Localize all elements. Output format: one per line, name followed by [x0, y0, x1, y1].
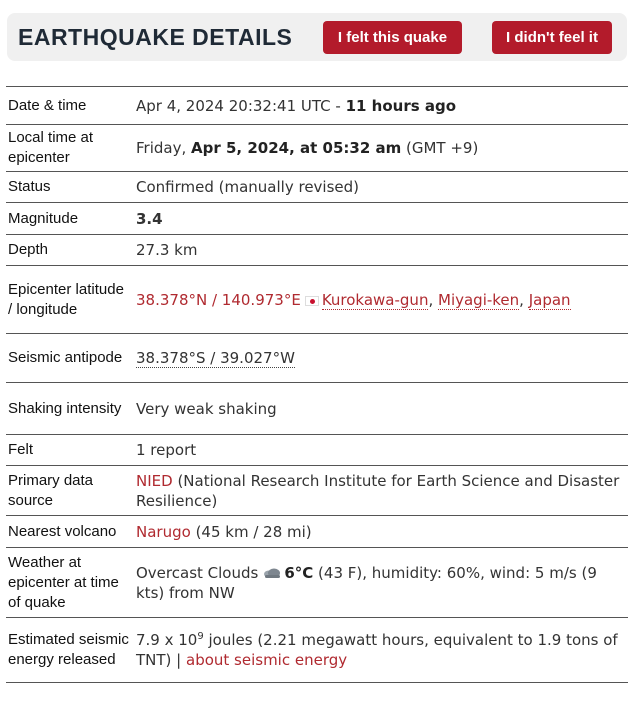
label-felt: Felt [6, 435, 136, 466]
volcano-dist: (45 km / 28 mi) [190, 522, 312, 541]
value-antipode [136, 334, 628, 383]
place-link-miyagi[interactable]: Miyagi-ken [438, 290, 520, 309]
row-status [6, 172, 628, 203]
details-header [7, 13, 627, 61]
value-magnitude: 3.4 [136, 203, 628, 235]
local-tz: (GMT +9) [401, 139, 479, 157]
weather-temp: 6°C [284, 563, 314, 582]
row-shaking [6, 383, 628, 435]
datetime-utc: Apr 4, 2024 20:32:41 UTC [136, 96, 331, 115]
label-datetime: Date & time [6, 87, 136, 125]
label-volcano: Nearest volcano [6, 516, 136, 548]
value-weather [136, 548, 628, 618]
antipode-coords[interactable]: 38.378°S / 39.027°W [136, 349, 295, 367]
weather-rest: (43 F), humidity: 60%, wind: 5 m/s (9 kts) from NW [136, 563, 597, 602]
epicenter-coords[interactable]: 38.378°N / 140.973°E [136, 290, 301, 309]
value-felt: 1 report [136, 435, 628, 466]
value-depth: 27.3 km [136, 235, 628, 266]
felt-quake-button[interactable]: I felt this quake [323, 21, 462, 54]
row-volcano [6, 516, 628, 548]
row-datetime [6, 87, 628, 125]
label-status: Status [6, 172, 136, 203]
value-shaking: Very weak shaking [136, 383, 628, 435]
japan-flag-icon [305, 296, 319, 306]
row-local-time [6, 125, 628, 172]
local-day: Friday, [136, 139, 191, 157]
row-energy [6, 618, 628, 683]
datetime-sep: - [330, 96, 346, 115]
cloud-icon [262, 567, 282, 579]
value-datetime [136, 87, 628, 125]
weather-cond: Overcast Clouds [136, 563, 259, 582]
row-source [6, 466, 628, 516]
source-desc: (National Research Institute for Earth Science and Disaster Resilience) [136, 471, 620, 510]
row-felt [6, 435, 628, 466]
row-depth [6, 235, 628, 266]
volcano-link[interactable]: Narugo [136, 522, 191, 541]
label-weather: Weather at epicenter at time of quake [6, 548, 136, 618]
value-epicenter [136, 266, 628, 334]
not-felt-button[interactable]: I didn't feel it [492, 21, 612, 54]
value-source [136, 466, 628, 516]
place-link-kurokawa[interactable]: Kurokawa-gun [321, 290, 429, 309]
datetime-ago: 11 hours ago [345, 96, 457, 115]
value-status: Confirmed (manually revised) [136, 172, 628, 203]
local-date: Apr 5, 2024, at 05:32 am [191, 139, 402, 157]
energy-base: 7.9 x 10 [136, 631, 198, 649]
energy-rest: joules (2.21 megawatt hours, equivalent to 1.9 tons of TNT) | [136, 631, 618, 669]
row-epicenter [6, 266, 628, 334]
label-magnitude: Magnitude [6, 203, 136, 235]
value-energy [136, 618, 628, 683]
row-antipode [6, 334, 628, 383]
label-shaking: Shaking intensity [6, 383, 136, 435]
details-table [6, 86, 628, 683]
place-sep: , [428, 290, 438, 309]
label-epicenter: Epicenter latitude / longitude [6, 266, 136, 334]
value-local-time [136, 125, 628, 172]
label-source: Primary data source [6, 466, 136, 516]
source-agency-link[interactable]: NIED [136, 471, 173, 490]
energy-info-link[interactable]: about seismic energy [186, 651, 348, 669]
row-weather [6, 548, 628, 618]
label-energy: Estimated seismic energy released [6, 618, 136, 683]
energy-exp: 9 [197, 631, 204, 642]
label-antipode: Seismic antipode [6, 334, 136, 383]
page-title: EARTHQUAKE DETAILS [18, 24, 293, 50]
row-magnitude [6, 203, 628, 235]
place-sep: , [519, 290, 529, 309]
value-volcano [136, 516, 628, 548]
label-local-time: Local time at epicenter [6, 125, 136, 172]
label-depth: Depth [6, 235, 136, 266]
place-link-japan[interactable]: Japan [528, 290, 571, 309]
